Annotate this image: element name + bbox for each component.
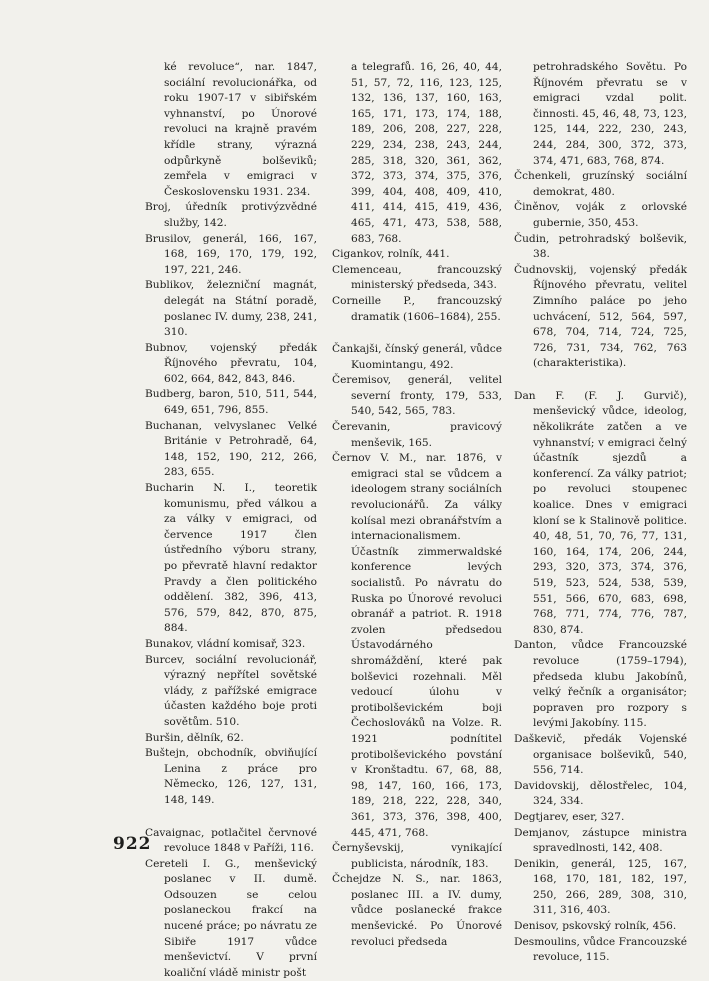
index-entry: Corneille P., francouzský dramatik (1606–1684), 255. xyxy=(332,294,502,323)
index-entry: Buršin, dělník, 62. xyxy=(145,731,244,744)
index-entry: Buštejn, obchodník, obviňující Lenina z práce pro Německo, 126, 127, 131, 148, 149. xyxy=(145,747,317,806)
index-entry: Činěnov, voják z orlovské gubernie, 350, 453. xyxy=(514,201,687,229)
index-entry: Cigankov, rolník, 441. xyxy=(332,248,450,261)
index-entry: Čudnovskij, vojenský předák Říjnového převratu, velitel Zimního paláce po jeho uchvácení, 512, 564, 597, 678, 704, 714, 724, 725, 726, 731, 734, 762, 763 (charakteristika). xyxy=(514,263,687,370)
index-entry: petrohradského Sovětu. Po Říjnovém převratu se v emigraci vzdal polit. činnosti. 45, 46, 48, 73, 123, 125, 144, 222, 230, 243, 244, 284, 300, 372, 373, 374, 471, 683, 768, 874. xyxy=(533,61,687,167)
index-entry: Demjanov, zástupce ministra spravedlnosti, 142, 408. xyxy=(514,826,687,855)
index-entry: Bucharin N. I., teoretik komunismu, před válkou a za války v emigraci, od července 1917 člen ústředního výboru strany, po převratě hlavní redaktor Pravdy a člen politického oddělení. 382, 396, 413, 576, 579, 842, 870, 875, 884. xyxy=(145,482,317,635)
page-number: 922 xyxy=(113,834,152,854)
index-column-1 xyxy=(145,60,317,981)
index-entry: Čeremisov, generál, velitel severní fronty, 179, 533, 540, 542, 565, 783. xyxy=(332,374,502,418)
index-entry: Desmoulins, vůdce Francouzské revoluce, 115. xyxy=(514,935,687,964)
index-entry: Burcev, sociální revolucionář, výrazný nepřítel sovětské vlády, z pařížské emigrace účasten každého boje proti sovětům. 510. xyxy=(145,653,317,728)
index-entry: Čchenkeli, gruzínský sociální demokrat, 480. xyxy=(514,170,687,198)
index-entry: Brusilov, generál, 166, 167, 168, 169, 170, 179, 192, 197, 221, 246. xyxy=(145,232,317,276)
index-entry: Broj, úředník protivýzvědné služby, 142. xyxy=(145,201,317,229)
index-entry: Buchanan, velvyslanec Velké Británie v Petrohradě, 64, 148, 152, 190, 212, 266, 283, 655. xyxy=(145,419,317,479)
index-entry: Čerevanin, pravicový menševik, 165. xyxy=(332,421,502,449)
index-entry: Denisov, pskovský rolník, 456. xyxy=(514,920,677,933)
index-entry: Cereteli I. G., menševický poslanec v II. dumě. Odsouzen se celou poslaneckou frakcí na nucené práce; po návratu ze Sibiře 1917 vůdce menševictví. V první koaliční vládě ministr pošt xyxy=(145,857,317,979)
index-entry: Denikin, generál, 125, 167, 168, 170, 181, 182, 197, 250, 266, 289, 308, 310, 311, 316, 403. xyxy=(514,857,687,917)
index-entry: Čchejdze N. S., nar. 1863, poslanec III. a IV. dumy, vůdce poslanecké frakce menševické. Po Únorové revoluci předseda xyxy=(332,873,502,948)
index-column-2 xyxy=(332,60,502,950)
index-entry: Čankajši, čínský generál, vůdce Kuomintangu, 492. xyxy=(332,343,502,371)
index-entry: Clemenceau, francouzský ministerský předseda, 343. xyxy=(332,263,502,292)
index-entry: ké revoluce“, nar. 1847, sociální revolucionářka, od roku 1907-17 v sibiřském vyhnanství, po Únorové revoluci na krajně pravém křídle strany, výrazná odpůrkyně bolševiků; zemřela v emigraci v Československu 1931. 234. xyxy=(164,61,317,198)
index-entry: Budberg, baron, 510, 511, 544, 649, 651, 796, 855. xyxy=(145,388,317,417)
index-entry: Danton, vůdce Francouzské revoluce (1759–1794), předseda klubu Jakobínů, velký řečník a organisátor; popraven pro rozpory s levými Jakobíny. 115. xyxy=(514,639,687,730)
index-entry: Černov V. M., nar. 1876, v emigraci stal se vůdcem a ideologem strany sociálních revolucionářů. Za války kolísal mezi obranářstvím a internacionalismem. Účastník zimmerwaldské konference levých socialistů. Po návratu do Ruska po Únorové revoluci obranář a patriot. R. 1918 zvolen předsedou Ústavodárného shromáždění, které pak bolševici rozehnali. Měl vedoucí úlohu v protibolševickém boji Čechoslováků na Volze. R. 1921 podnítitel protibolševického povstání v Kronštadtu. 67, 68, 88, 98, 147, 160, 166, 173, 189, 218, 222, 228, 340, 361, 373, 376, 398, 400, 445, 471, 768. xyxy=(332,452,502,839)
index-entry: Černyševskij, vynikající publicista, národník, 183. xyxy=(332,842,502,870)
index-entry: Bubnov, vojenský předák Říjnového převratu, 104, 602, 664, 842, 843, 846. xyxy=(145,341,317,385)
index-entry: Čudin, petrohradský bolševik, 38. xyxy=(514,232,687,261)
index-entry: Bublikov, železniční magnát, delegát na Státní poradě, poslanec IV. dumy, 238, 241, 310. xyxy=(145,279,317,339)
index-entry: Daškevič, předák Vojenské organisace bolševiků, 540, 556, 714. xyxy=(514,732,687,777)
index-entry: a telegrafů. 16, 26, 40, 44, 51, 57, 72, 116, 123, 125, 132, 136, 137, 160, 163, 165, 171, 173, 174, 188, 189, 206, 208, 227, 228, 229, 234, 238, 243, 244, 285, 318, 320, 361, 362, 372, 373, 374, 375, 376, 399, 404, 408, 409, 410, 411, 414, 415, 419, 436, 465, 471, 473, 538, 588, 683, 768. xyxy=(351,61,502,245)
index-entry: Dan F. (F. J. Gurvič), menševický vůdce, ideolog, několikráte zatčen a ve vyhnanství; v emigraci čelný účastník sjezdů a konferencí. Za války patriot; po revoluci stoupenec koalice. Dnes v emigraci kloní se k Stalinově politice. 40, 48, 51, 70, 76, 77, 131, 160, 164, 174, 206, 244, 293, 320, 373, 374, 376, 519, 523, 524, 538, 539, 551, 566, 670, 683, 698, 768, 771, 774, 776, 787, 830, 874. xyxy=(514,389,687,636)
index-entry: Degtjarev, eser, 327. xyxy=(514,810,625,823)
index-column-3 xyxy=(514,60,687,966)
index-entry: Davidovskij, dělostřelec, 104, 324, 334. xyxy=(514,779,687,808)
index-entry: Bunakov, vládní komisař, 323. xyxy=(145,637,306,650)
index-entry: Cavaignac, potlačitel červnové revoluce 1848 v Paříži, 116. xyxy=(145,826,317,855)
